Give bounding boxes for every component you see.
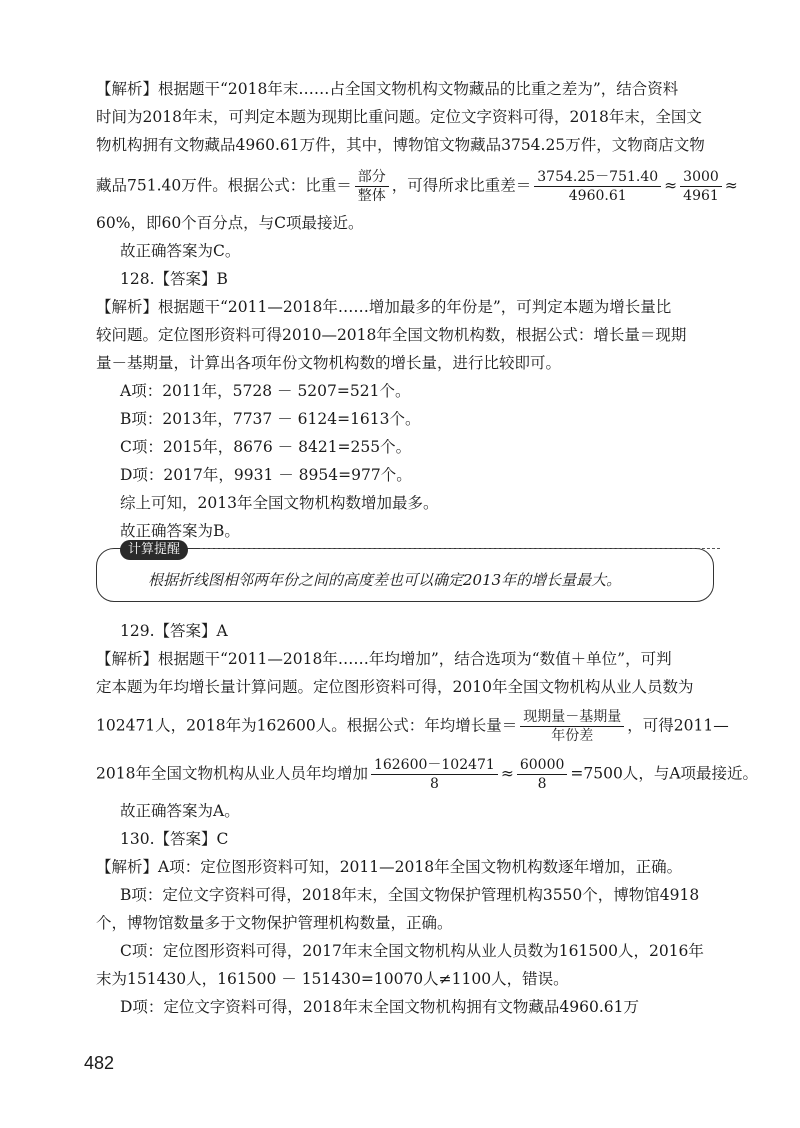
text-line: 时间为2018年末，可判定本题为现期比重问题。定位文字资料可得，2018年末，全国文 (96, 108, 702, 126)
text-line: 故正确答案为B。 (120, 522, 240, 540)
text-line: 60%，即60个百分点，与C项最接近。 (96, 214, 364, 232)
answer-heading: 128.【答案】B (120, 270, 228, 288)
denominator: 4960.61 (568, 188, 627, 204)
answer-heading: 130.【答案】C (120, 830, 229, 848)
fraction (355, 168, 389, 205)
text-line: A项：2011年，5728 － 5207=521个。 (120, 382, 411, 400)
fraction (371, 756, 498, 793)
denominator: 4961 (683, 188, 719, 204)
tip-divider (200, 548, 720, 550)
text-line: 较问题。定位图形资料可得2010—2018年全国文物机构数，根据公式：增长量＝现期 (96, 326, 687, 344)
text-line: 【解析】根据题干“2018年末……占全国文物机构文物藏品的比重之差为”，结合资料 (96, 80, 679, 98)
text-line: D项：定位文字资料可得，2018年末全国文物机构拥有文物藏品4960.61万 (120, 998, 639, 1016)
formula-line (96, 708, 729, 745)
tip-label: 计算提醒 (120, 540, 188, 560)
fraction (517, 756, 568, 793)
fraction (520, 708, 624, 745)
numerator: 162600－102471 (371, 756, 498, 775)
denominator: 整体 (357, 188, 386, 204)
text-line: C项：2015年，8676 － 8421=255个。 (120, 438, 412, 456)
text-line: 【解析】A项：定位图形资料可知，2011—2018年全国文物机构数逐年增加，正确。 (96, 858, 683, 876)
text-span: 藏品751.40万件。根据公式：比重＝ (96, 176, 352, 195)
denominator: 年份差 (551, 728, 594, 744)
numerator: 部分 (355, 168, 389, 187)
text-line: 个，博物馆数量多于文物保护管理机构数量，正确。 (96, 914, 453, 932)
formula-line (96, 756, 759, 793)
text-span: ≈ (500, 764, 514, 783)
denominator: 8 (537, 776, 547, 792)
text-line: 量－基期量，计算出各项年份文物机构数的增长量，进行比较即可。 (96, 354, 562, 372)
page-number: 482 (84, 1053, 115, 1073)
text-line: 故正确答案为C。 (120, 242, 241, 260)
text-span: ，可得所求比重差＝ (391, 176, 532, 195)
text-line: 【解析】根据题干“2011—2018年……年均增加”，结合选项为“数值＋单位”，可判 (96, 650, 672, 668)
text-span: 2018年全国文物机构从业人员年均增加 (96, 764, 368, 783)
text-line: 定本题为年均增长量计算问题。定位图形资料可得，2010年全国文物机构从业人员数为 (96, 678, 694, 696)
denominator: 8 (429, 776, 439, 792)
text-line: D项：2017年，9931 － 8954=977个。 (120, 466, 412, 484)
numerator: 60000 (517, 756, 568, 775)
text-span: ≈ (724, 176, 738, 195)
fraction (534, 168, 661, 205)
text-line: C项：定位图形资料可得，2017年末全国文物机构从业人员数为161500人，2016年 (120, 942, 704, 960)
tip-text: 根据折线图相邻两年份之间的高度差也可以确定2013年的增长量最大。 (148, 571, 622, 589)
text-line: 故正确答案为A。 (120, 802, 240, 820)
text-span: ，可得2011— (627, 716, 729, 735)
text-span: 102471人，2018年为162600人。根据公式：年均增长量＝ (96, 716, 518, 735)
text-line: 末为151430人，161500 － 151430=10070人≠1100人，错误。 (96, 970, 569, 988)
text-span: =7500人，与A项最接近。 (570, 764, 759, 783)
formula-line (96, 168, 738, 205)
text-span: ≈ (664, 176, 678, 195)
text-line: 【解析】根据题干“2011—2018年……增加最多的年份是”，可判定本题为增长量比 (96, 298, 672, 316)
numerator: 3754.25－751.40 (534, 168, 661, 187)
text-line: 物机构拥有文物藏品4960.61万件，其中，博物馆文物藏品3754.25万件，文物商店文物 (96, 136, 705, 154)
numerator: 3000 (680, 168, 722, 187)
text-line: B项：定位文字资料可得，2018年末，全国文物保护管理机构3550个，博物馆4918 (120, 886, 700, 904)
numerator: 现期量－基期量 (520, 708, 624, 727)
text-line: B项：2013年，7737 － 6124=1613个。 (120, 410, 421, 428)
text-line: 综上可知，2013年全国文物机构数增加最多。 (120, 494, 439, 512)
answer-heading: 129.【答案】A (120, 622, 228, 640)
fraction (680, 168, 722, 205)
